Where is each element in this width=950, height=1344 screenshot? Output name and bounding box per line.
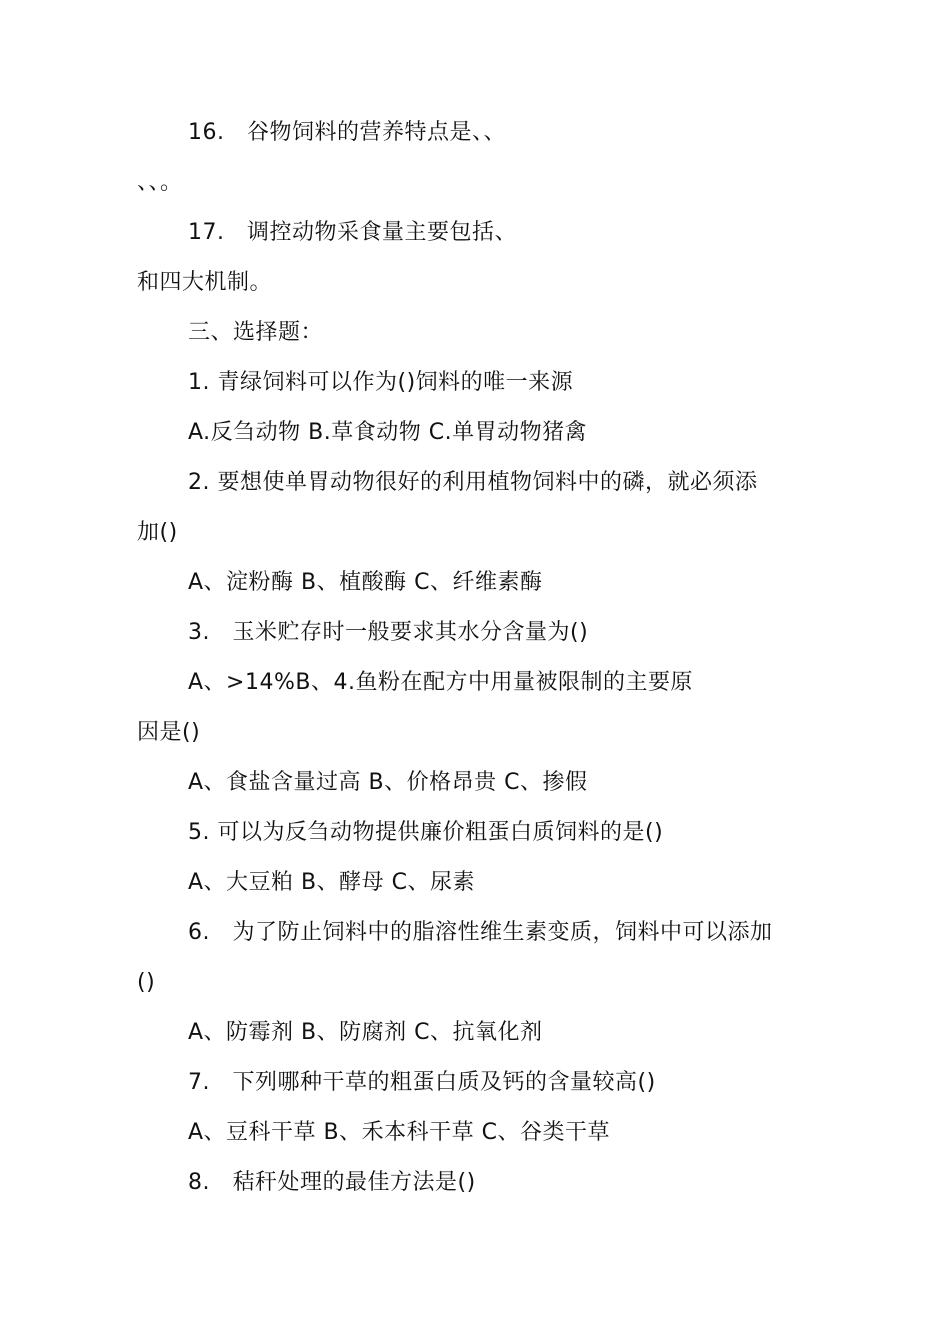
choice-question-7: 7. 下列哪种干草的粗蛋白质及钙的含量较高() — [188, 1070, 656, 1095]
choice-question-2: 2. 要想使单胃动物很好的利用植物饲料中的磷，就必须添 — [188, 470, 758, 495]
choice-question-8: 8. 秸秆处理的最佳方法是() — [188, 1170, 476, 1195]
section-heading: 三、选择题： — [188, 320, 324, 345]
choice-question-1: 1. 青绿饲料可以作为()饲料的唯一来源 — [188, 370, 574, 395]
choice-options-4: A、食盐含量过高 B、价格昂贵 C、掺假 — [188, 770, 588, 795]
choice-question-2-continuation: 加() — [137, 520, 178, 545]
question-17: 17. 调控动物采食量主要包括、 — [188, 220, 517, 245]
choice-options-1: A.反刍动物 B.草食动物 C.单胃动物猪禽 — [188, 420, 588, 445]
choice-question-5: 5. 可以为反刍动物提供廉价粗蛋白质饲料的是() — [188, 820, 664, 845]
choice-options-6: A、防霉剂 B、防腐剂 C、抗氧化剂 — [188, 1020, 543, 1045]
choice-question-6: 6. 为了防止饲料中的脂溶性维生素变质，饲料中可以添加 — [188, 920, 773, 945]
question-17-continuation: 和四大机制。 — [137, 270, 273, 295]
choice-options-7: A、豆科干草 B、禾本科干草 C、谷类干草 — [188, 1120, 610, 1145]
choice-question-4-continuation: 因是() — [137, 720, 201, 745]
choice-question-6-continuation: () — [137, 970, 156, 995]
choice-options-2: A、淀粉酶 B、植酸酶 C、纤维素酶 — [188, 570, 543, 595]
choice-question-3: 3. 玉米贮存时一般要求其水分含量为() — [188, 620, 589, 645]
choice-options-5: A、大豆粕 B、酵母 C、尿素 — [188, 870, 475, 895]
choice-options-3-question-4: A、>14%B、4.鱼粉在配方中用量被限制的主要原 — [188, 670, 693, 695]
question-16-continuation: 、、。 — [137, 170, 183, 195]
question-16: 16. 谷物饲料的营养特点是、、 — [188, 120, 506, 145]
